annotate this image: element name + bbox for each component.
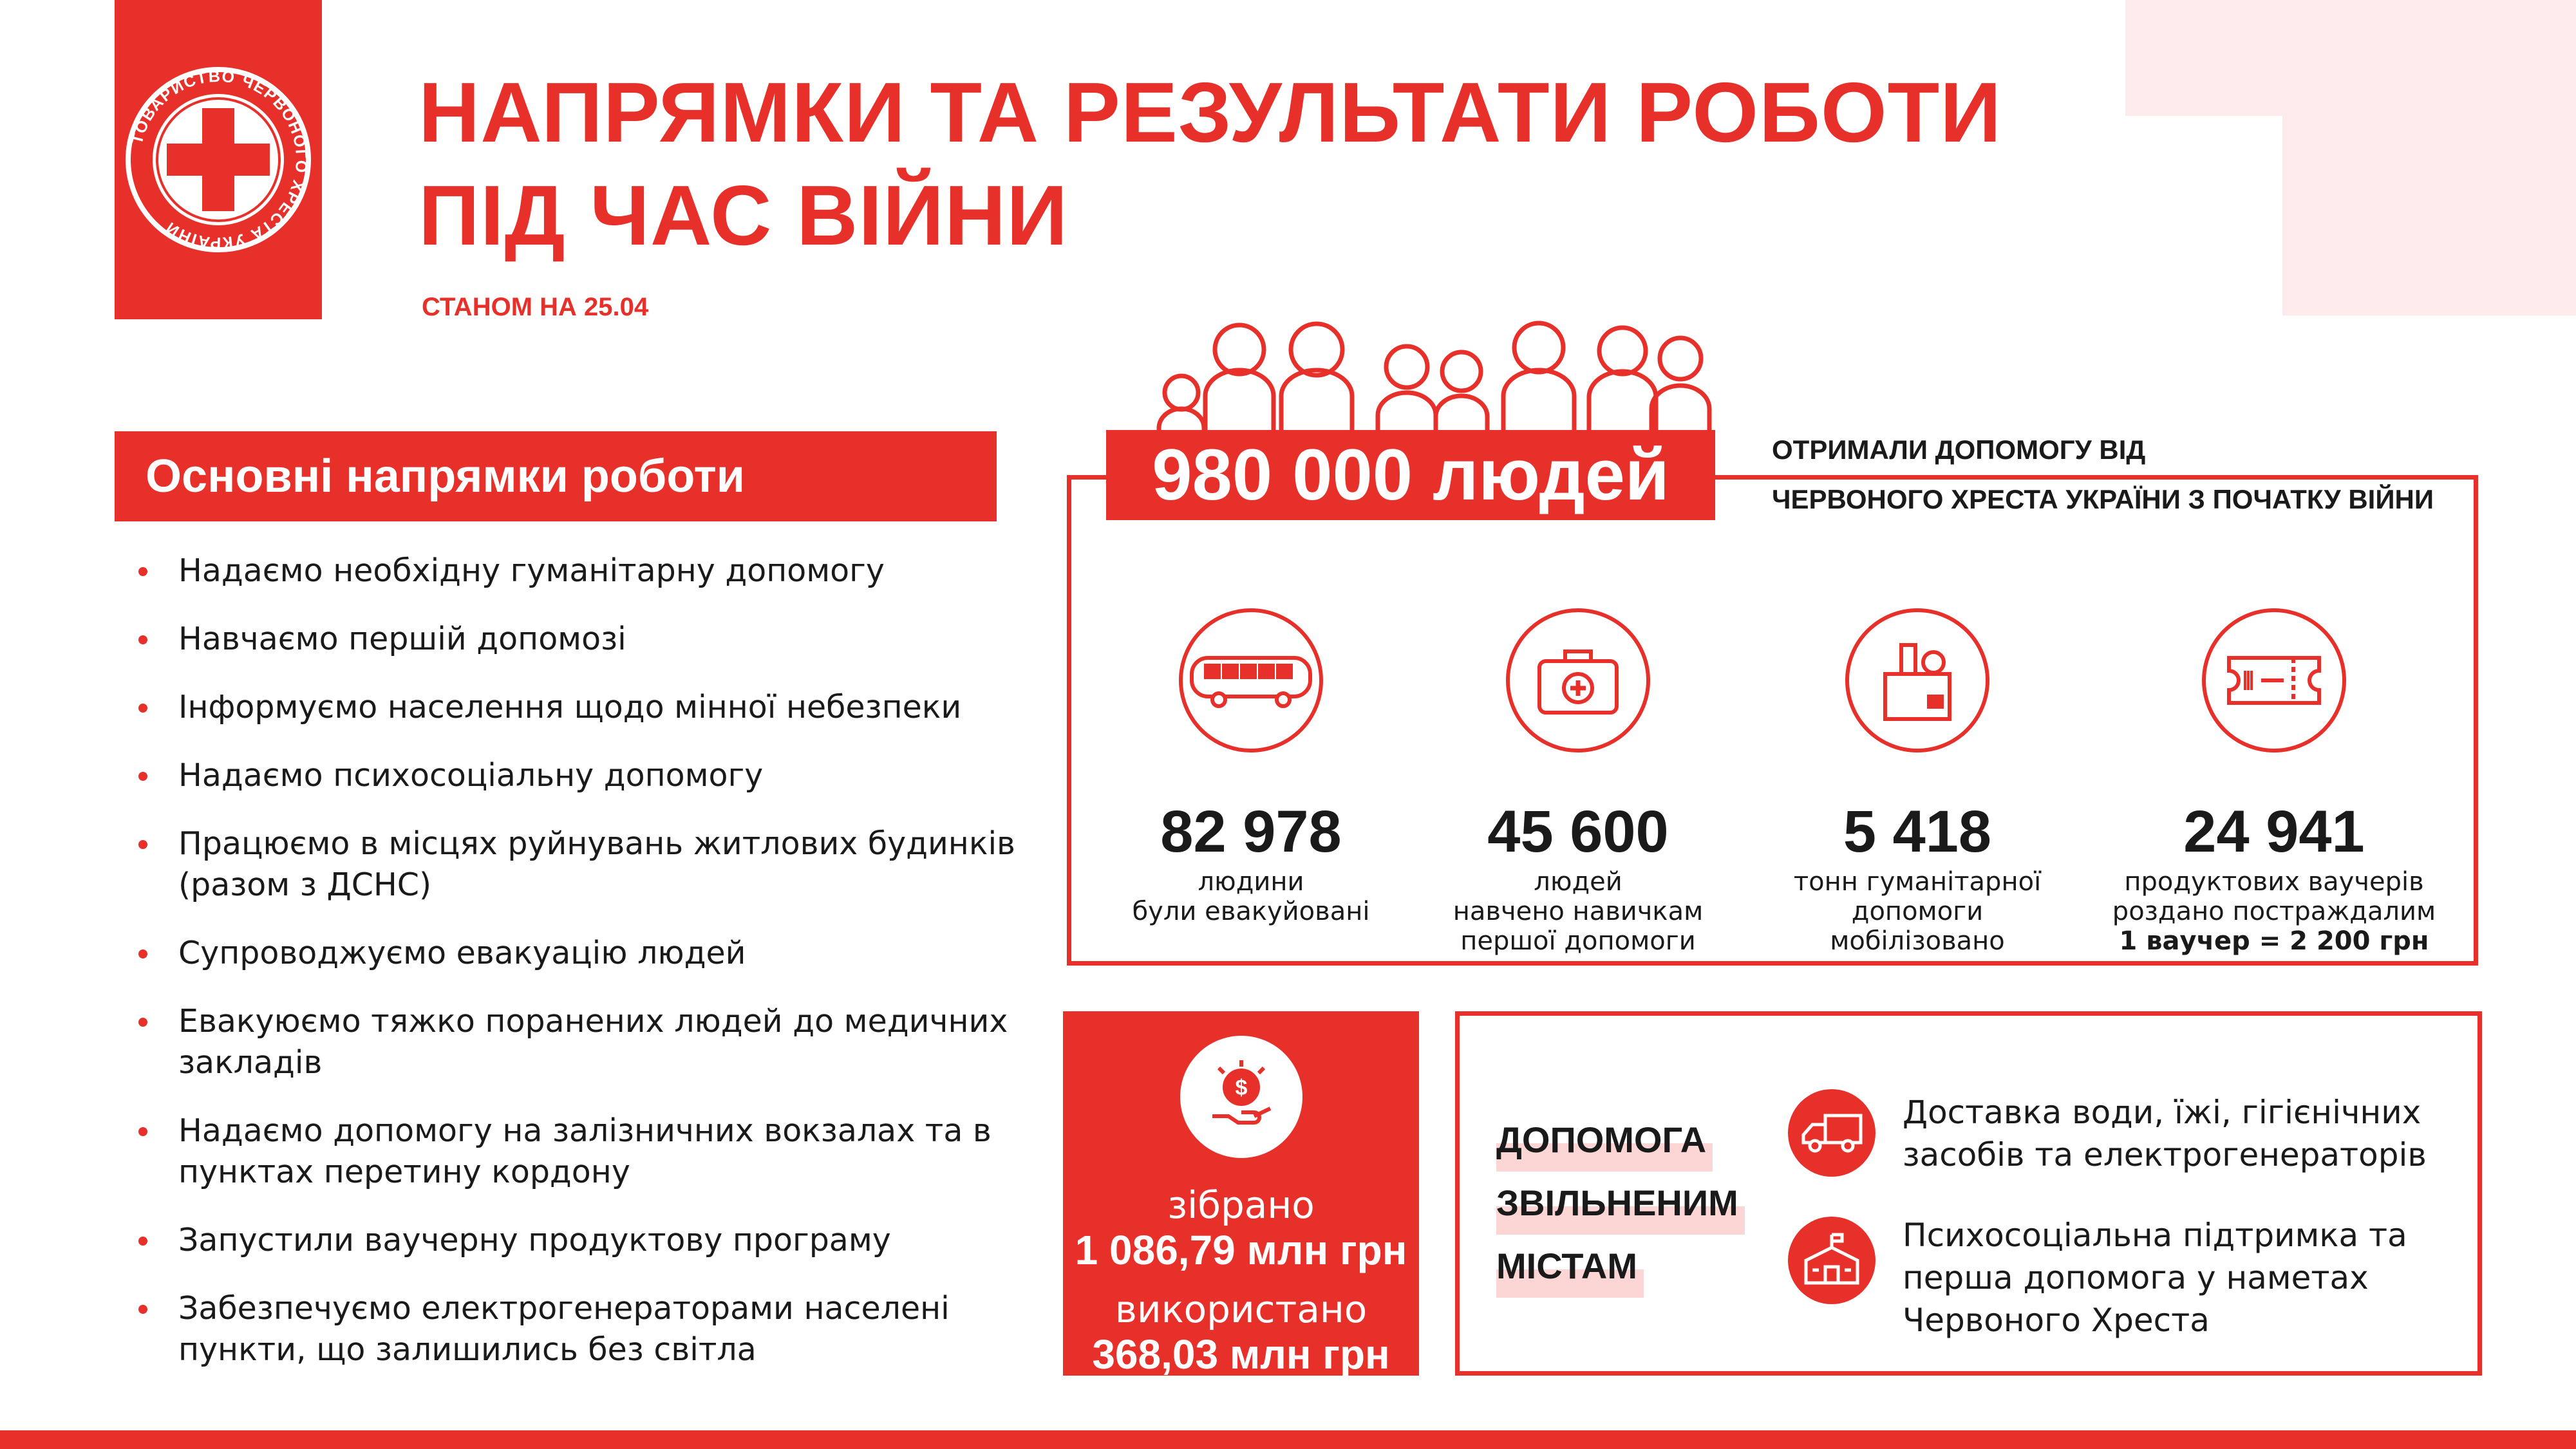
stat-evacuated bbox=[1084, 608, 1418, 926]
stat-first-aid bbox=[1411, 608, 1745, 956]
stat-value: 5 418 bbox=[1843, 799, 1992, 865]
total-caption-line-1: ОТРИМАЛИ ДОПОМОГУ ВІД bbox=[1772, 435, 2146, 465]
bullet-icon bbox=[138, 949, 147, 958]
money-hand-icon bbox=[1180, 1036, 1302, 1158]
stat-desc-line: роздано постраждалим bbox=[2112, 897, 2436, 926]
total-helped-badge: 980 000 людей bbox=[1106, 430, 1715, 520]
background-cross-decoration bbox=[2447, 116, 2576, 315]
first-aid-kit-icon bbox=[1506, 608, 1650, 753]
food-box-icon bbox=[1845, 608, 1989, 753]
list-item: Інформуємо населення щодо мінної небезпеки bbox=[138, 687, 1040, 728]
logo-ring-text: ТОВАРИСТВО ЧЕРВОНОГО ХРЕСТА УКРАЇНИ bbox=[127, 67, 311, 252]
stat-value: 45 600 bbox=[1487, 799, 1669, 865]
svg-text:$: $ bbox=[1235, 1076, 1247, 1100]
page-title bbox=[418, 61, 2002, 267]
people-group-icon bbox=[1152, 319, 1719, 447]
list-item: Надаємо необхідну гуманітарну допомогу bbox=[138, 550, 1040, 592]
help-item-delivery: Доставка води, їжі, гігієнічних засобів та електрогенераторів bbox=[1903, 1094, 2427, 1173]
stat-value: 24 941 bbox=[2183, 799, 2365, 865]
bullet-icon bbox=[138, 1018, 147, 1027]
bullet-icon bbox=[138, 1127, 147, 1136]
list-item: Надаємо психосоціальну допомогу bbox=[138, 755, 1040, 796]
funds-panel bbox=[1063, 1011, 1419, 1376]
used-value: 368,03 млн грн bbox=[1092, 1331, 1390, 1378]
red-cross-logo bbox=[115, 0, 322, 319]
stat-desc-line: першої допомоги bbox=[1460, 926, 1696, 956]
total-caption-line-2: ЧЕРВОНОГО ХРЕСТА УКРАЇНИ З ПОЧАТКУ ВІЙНИ bbox=[1772, 484, 2434, 514]
tent-icon bbox=[1788, 1217, 1876, 1304]
used-label: використано bbox=[1114, 1287, 1368, 1331]
voucher-icon bbox=[2202, 608, 2346, 753]
stat-desc-line: навчено навичкам bbox=[1453, 897, 1704, 926]
list-item: Запустили ваучерну продуктову програму bbox=[138, 1220, 1040, 1261]
delivery-truck-icon bbox=[1788, 1089, 1876, 1177]
stat-vouchers bbox=[2107, 608, 2441, 956]
bullet-icon bbox=[138, 1305, 147, 1314]
stat-desc-line: тонн гуманітарної bbox=[1793, 867, 2042, 897]
directions-heading: Основні напрямки роботи bbox=[115, 431, 997, 521]
voucher-rate: 1 ваучер = 2 200 грн bbox=[2119, 926, 2429, 956]
title-line-1: НАПРЯМКИ ТА РЕЗУЛЬТАТИ РОБОТИ bbox=[418, 65, 2002, 160]
directions-list bbox=[138, 550, 1040, 1398]
stat-value: 82 978 bbox=[1160, 799, 1342, 865]
help-item-psychosocial: Психосоціальна підтримка та перша допомога у наметах Червоного Хреста bbox=[1903, 1217, 2407, 1339]
stat-desc-line: мобілізовано bbox=[1830, 926, 2005, 956]
stat-desc-line: людей bbox=[1534, 867, 1622, 897]
bullet-icon bbox=[138, 840, 147, 849]
stat-humanitarian bbox=[1750, 608, 2085, 956]
bullet-icon bbox=[138, 772, 147, 781]
stat-desc-line: продуктових ваучерів bbox=[2124, 867, 2424, 897]
collected-label: зібрано bbox=[1167, 1183, 1315, 1227]
bullet-icon bbox=[138, 1237, 147, 1246]
list-item: Працюємо в місцях руйнувань житлових будинків (разом з ДСНС) bbox=[138, 823, 1040, 906]
title-line-2: ПІД ЧАС ВІЙНИ bbox=[418, 168, 1069, 263]
bottom-accent-bar bbox=[0, 1430, 2576, 1449]
date-label: СТАНОМ НА 25.04 bbox=[422, 293, 649, 321]
bus-icon bbox=[1179, 608, 1323, 753]
stat-desc-line: були евакуйовані bbox=[1132, 897, 1370, 926]
stat-desc-line: людини bbox=[1198, 867, 1304, 897]
bullet-icon bbox=[138, 635, 147, 644]
bullet-icon bbox=[138, 704, 147, 713]
bullet-icon bbox=[138, 567, 147, 576]
list-item: Надаємо допомогу на залізничних вокзалах та в пунктах перетину кордону bbox=[138, 1110, 1040, 1193]
stat-desc-line: допомоги bbox=[1851, 897, 1984, 926]
list-item: Навчаємо першій допомозі bbox=[138, 619, 1040, 660]
collected-value: 1 086,79 млн грн bbox=[1075, 1227, 1407, 1273]
list-item: Евакуюємо тяжко поранених людей до медичних закладів bbox=[138, 1001, 1040, 1083]
list-item: Супроводжуємо евакуацію людей bbox=[138, 933, 1040, 974]
list-item: Забезпечуємо електрогенераторами населені пункти, що залишились без світла bbox=[138, 1288, 1040, 1370]
liberated-cities-title: ДОПОМОГА ЗВІЛЬНЕНИМ МІСТАМ bbox=[1496, 1108, 1745, 1298]
